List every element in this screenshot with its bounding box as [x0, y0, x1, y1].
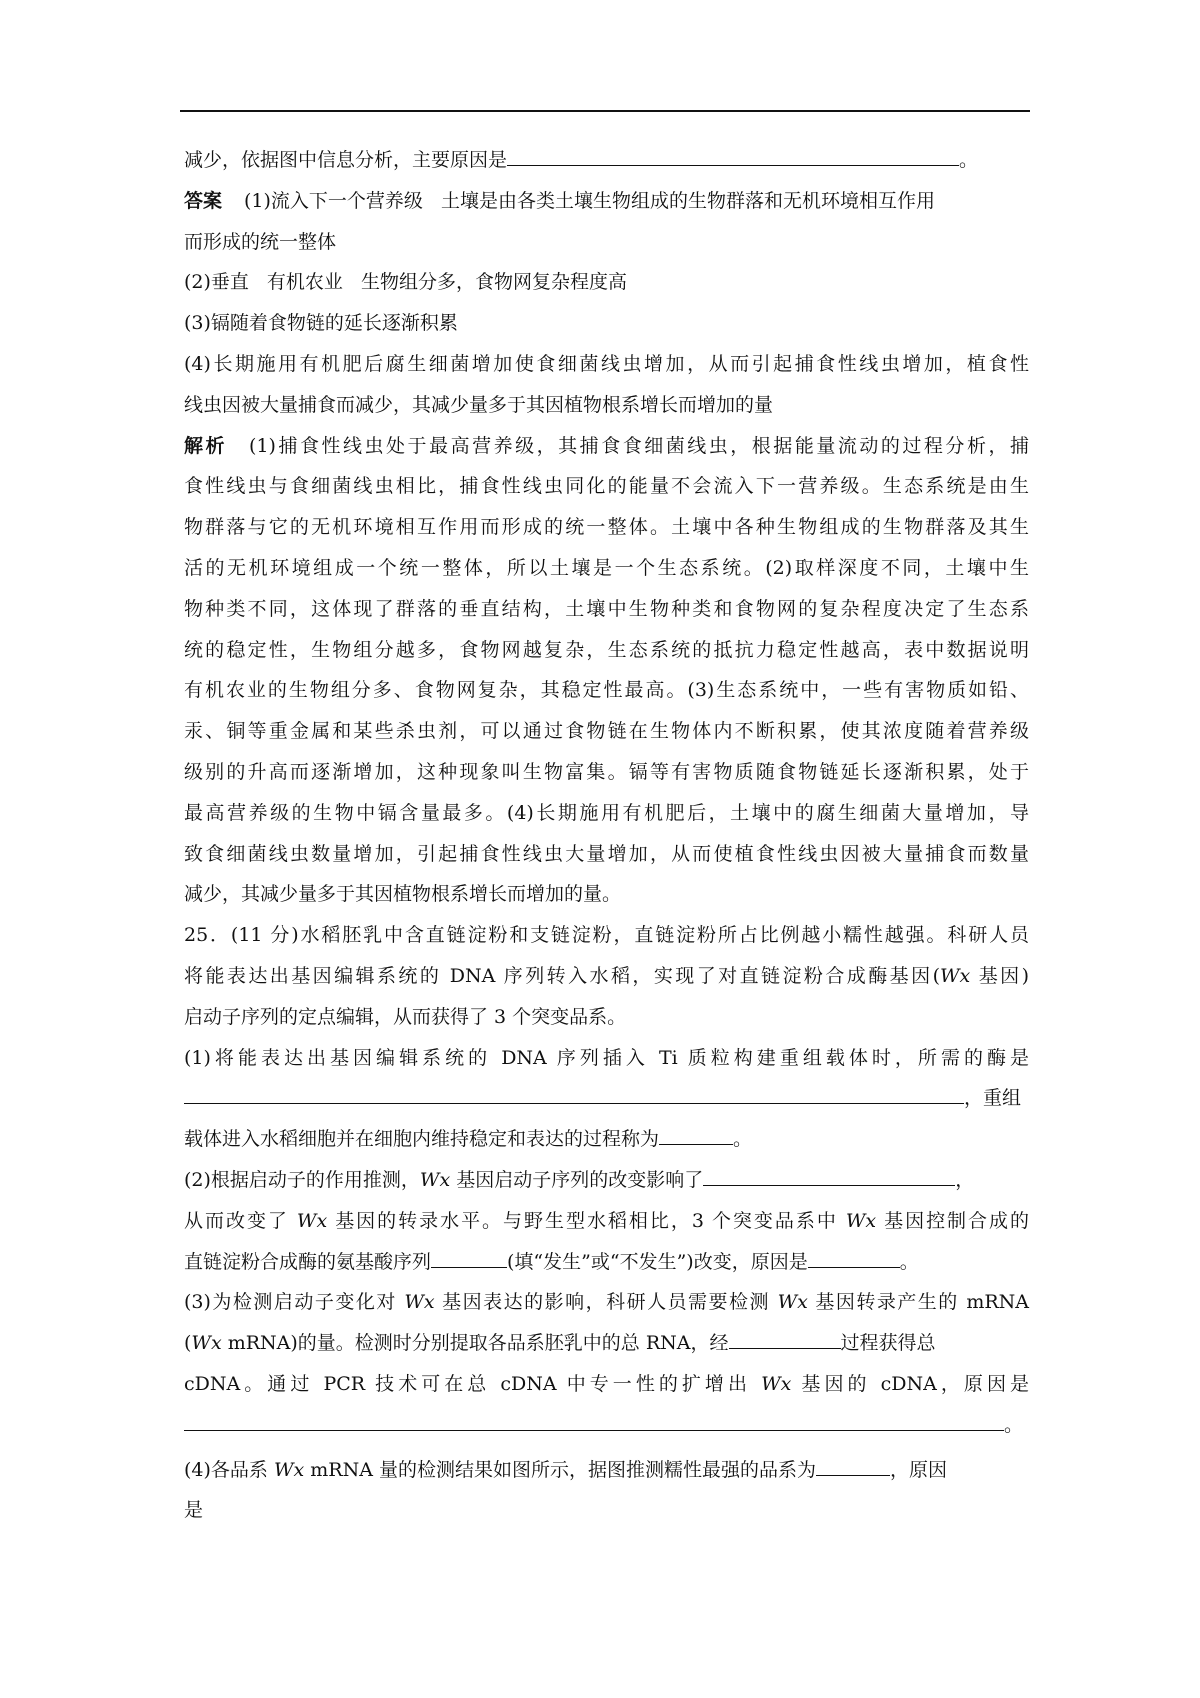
- analysis-line-2: [184, 466, 1029, 507]
- analysis-text: 活的无机环境组成一个统一整体，所以土壤是一个生态系统。(2)取样深度不同，土壤中生: [184, 556, 1029, 579]
- q25-part3-line-1: [184, 1282, 1029, 1323]
- analysis-line-1: [184, 426, 1029, 467]
- q25-part2: 从而改变了: [184, 1209, 297, 1232]
- gene-name: Wx: [939, 964, 971, 987]
- q25-part2: (填“发生”或“不发生”)改变，原因是: [507, 1250, 808, 1273]
- analysis-text: 最高营养级的生物中镉含量最多。(4)长期施用有机肥后，土壤中的腐生细菌大量增加，导: [184, 801, 1029, 824]
- answer-blank[interactable]: [184, 1083, 964, 1104]
- analysis-line-11: [184, 834, 1029, 875]
- q25-intro: 将能表达出基因编辑系统的 DNA 序列转入水稻，实现了对直链淀粉合成酶基因(: [184, 964, 940, 987]
- answer-blank[interactable]: [808, 1247, 900, 1268]
- gene-name: Wx: [777, 1291, 808, 1314]
- period: 。: [733, 1128, 753, 1151]
- answer-4-line1: (4)长期施用有机肥后腐生细菌增加使食细菌线虫增加，从而引起捕食性线虫增加，植食性: [184, 352, 1029, 375]
- answer-line-3: [184, 262, 1029, 303]
- intro-text: 减少，依据图中信息分析，主要原因是: [184, 149, 508, 171]
- q25-part1-line-2: [184, 1078, 1029, 1119]
- q25-part2-line-2: [184, 1201, 1029, 1242]
- answer-1-cont: 而形成的统一整体: [184, 230, 337, 253]
- analysis-line-4: [184, 548, 1029, 589]
- q25-part4-line-1: [184, 1450, 1029, 1491]
- q25-intro-line-2: [184, 956, 1029, 997]
- q25-part1: (1)将能表达出基因编辑系统的 DNA 序列插入 Ti 质粒构建重组载体时，所需的酶是: [184, 1046, 1029, 1069]
- analysis-line-12: [184, 874, 1029, 915]
- q25-part4: 是: [184, 1499, 204, 1522]
- answer-2-part3: 生物组分多，食物网复杂程度高: [360, 271, 627, 294]
- analysis-line-7: [184, 670, 1029, 711]
- q25-part2-line-3: [184, 1242, 1029, 1283]
- q25-part3-line-3: [184, 1364, 1029, 1405]
- gene-name: Wx: [845, 1209, 877, 1232]
- q25-part3: 过程获得总: [840, 1332, 936, 1355]
- q25-part3: (3)为检测启动子变化对: [184, 1291, 405, 1314]
- analysis-text: 减少，其减少量多于其因植物根系增长而增加的量。: [184, 883, 622, 906]
- q25-part2: 直链淀粉合成酶的氨基酸序列: [184, 1250, 432, 1273]
- q25-intro: 启动子序列的定点编辑，从而获得了 3 个突变品系。: [184, 1005, 627, 1028]
- gene-name: Wx: [419, 1168, 451, 1191]
- header-rule: [180, 110, 1030, 112]
- answer-blank[interactable]: [703, 1165, 955, 1186]
- q25-part3: cDNA。通过 PCR 技术可在总 cDNA 中专一性的扩增出: [184, 1372, 762, 1395]
- q25-part1-line-3: [184, 1119, 1029, 1160]
- gene-name: Wx: [273, 1458, 305, 1481]
- q25-part3: 基因转录产生的 mRNA: [807, 1291, 1029, 1314]
- answer-2-part2: 有机农业: [266, 271, 343, 294]
- q25-part2: 基因控制合成的: [876, 1209, 1029, 1232]
- answer-blank[interactable]: [431, 1247, 507, 1268]
- page-content: [184, 140, 1029, 1531]
- period: 。: [899, 1250, 919, 1273]
- q25-part2-line-1: [184, 1160, 1029, 1201]
- q25-intro: 25．(11 分)水稻胚乳中含直链淀粉和支链淀粉，直链淀粉所占比例越小糯性越强。科研人员: [184, 924, 1029, 947]
- gene-name: Wx: [404, 1291, 435, 1314]
- analysis-text: 统的稳定性，生物组分越多，食物网越复杂，生态系统的抵抗力稳定性越高，表中数据说明: [184, 638, 1029, 661]
- answer-line-1: [184, 181, 1029, 222]
- q25-part3: 基因表达的影响，科研人员需要检测: [434, 1291, 778, 1314]
- analysis-text: 汞、铜等重金属和某些杀虫剂，可以通过食物链在生物体内不断积累，使其浓度随着营养级: [184, 720, 1029, 743]
- analysis-line-9: [184, 752, 1029, 793]
- analysis-line-3: [184, 507, 1029, 548]
- analysis-text: 致食细菌线虫数量增加，引起捕食性线虫大量增加，从而使植食性线虫因被大量捕食而数量: [184, 842, 1029, 865]
- analysis-text: (1)捕食性线虫处于最高营养级，其捕食食细菌线虫，根据能量流动的过程分析，捕: [249, 434, 1029, 457]
- q25-part2: ，: [955, 1168, 975, 1191]
- analysis-text: 物群落与它的无机环境相互作用而形成的统一整体。土壤中各种生物组成的生物群落及其生: [184, 516, 1029, 539]
- q25-intro-line-1: [184, 915, 1029, 956]
- analysis-text: 食性线虫与食细菌线虫相比，捕食性线虫同化的能量不会流入下一营养级。生态系统是由生: [184, 475, 1029, 498]
- q25-part1-line-1: [184, 1038, 1029, 1079]
- gene-name: Wx: [761, 1372, 792, 1395]
- gene-name: Wx: [296, 1209, 328, 1232]
- answer-1-part2: 土壤是由各类土壤生物组成的生物群落和无机环境相互作用: [440, 189, 935, 212]
- answer-line-2: [184, 222, 1029, 263]
- q25-part3: (: [184, 1332, 192, 1355]
- analysis-text: 物种类不同，这体现了群落的垂直结构，土壤中生物种类和食物网的复杂程度决定了生态系: [184, 597, 1029, 620]
- answer-3: (3)镉随着食物链的延长逐渐积累: [184, 312, 458, 335]
- analysis-line-10: [184, 793, 1029, 834]
- answer-blank[interactable]: [184, 1410, 1004, 1431]
- q25-intro-line-3: [184, 997, 1029, 1038]
- q25-intro: 基因): [970, 964, 1030, 987]
- q25-part2: (2)根据启动子的作用推测，: [184, 1168, 420, 1191]
- q25-part3-line-2: [184, 1323, 1029, 1364]
- q25-part3: mRNA)的量。检测时分别提取各品系胚乳中的总 RNA，经: [221, 1332, 729, 1355]
- q25-part1: 载体进入水稻细胞并在细胞内维持稳定和表达的过程称为: [184, 1128, 660, 1151]
- period: 。: [1004, 1413, 1024, 1436]
- analysis-label: 解析: [184, 434, 228, 457]
- answer-label: 答案: [184, 189, 223, 212]
- analysis-line-5: [184, 589, 1029, 630]
- analysis-text: 级别的升高而逐渐增加，这种现象叫生物富集。镉等有害物质随食物链延长逐渐积累，处于: [184, 760, 1029, 783]
- answer-line-5: [184, 344, 1029, 385]
- period: 。: [959, 149, 979, 171]
- q25-part4: (4)各品系: [184, 1458, 274, 1481]
- q25-part3: 基因的 cDNA，原因是: [791, 1372, 1029, 1395]
- answer-blank[interactable]: [507, 145, 959, 166]
- q25-part4: ，原因: [889, 1458, 947, 1481]
- intro-line: [184, 140, 1029, 181]
- gene-name: Wx: [191, 1332, 222, 1355]
- answer-blank[interactable]: [659, 1124, 733, 1145]
- answer-2-part1: (2)垂直: [184, 271, 249, 294]
- analysis-line-6: [184, 630, 1029, 671]
- q25-part2: 基因的转录水平。与野生型水稻相比，3 个突变品系中: [327, 1209, 846, 1232]
- answer-blank[interactable]: [816, 1455, 890, 1476]
- analysis-line-8: [184, 711, 1029, 752]
- answer-4-line2: 线虫因被大量捕食而减少，其减少量多于其因植物根系增长而增加的量: [184, 393, 774, 416]
- q25-part1: ，重组: [964, 1087, 1022, 1110]
- q25-part3-line-4: [184, 1405, 1029, 1446]
- answer-line-4: [184, 303, 1029, 344]
- answer-1-part1: (1)流入下一个营养级: [244, 189, 423, 212]
- q25-part4-line-2: [184, 1490, 1029, 1531]
- q25-part4: mRNA 量的检测结果如图所示，据图推测糯性最强的品系为: [304, 1458, 816, 1481]
- q25-part2: 基因启动子序列的改变影响了: [450, 1168, 704, 1191]
- answer-blank[interactable]: [729, 1328, 841, 1349]
- answer-line-6: [184, 385, 1029, 426]
- analysis-text: 有机农业的生物组分多、食物网复杂，其稳定性最高。(3)生态系统中，一些有害物质如铅、: [184, 679, 1029, 702]
